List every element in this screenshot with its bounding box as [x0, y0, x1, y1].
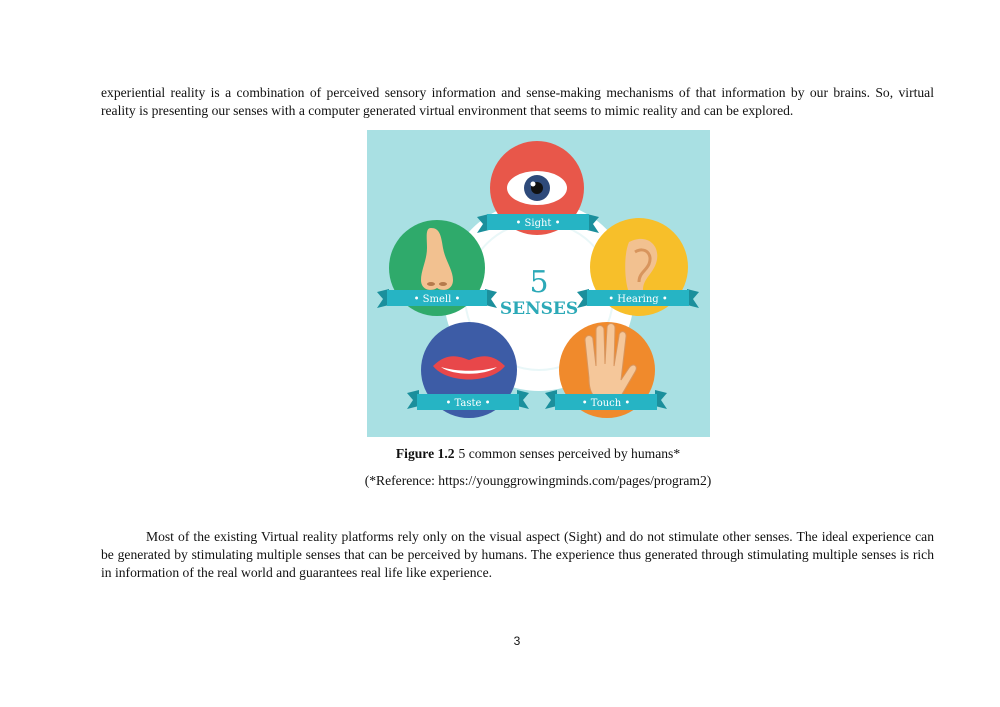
center-word: SENSES [499, 299, 579, 319]
page-number: 3 [513, 634, 521, 648]
figure-reference: (*Reference: https://younggrowingminds.com/pages/program2) [364, 473, 712, 488]
sight-label: • Sight • [515, 218, 561, 229]
center-number: 5 [529, 265, 549, 300]
touch-label: • Touch • [581, 398, 631, 409]
figure-number: Figure 1.2 [395, 446, 455, 461]
taste-label: • Taste • [445, 398, 491, 409]
smell-label: • Smell • [413, 294, 461, 305]
figure-caption [38, 446, 1000, 462]
hearing-label: • Hearing • [608, 294, 668, 305]
five-senses-figure [367, 130, 710, 437]
body-paragraph: Most of the existing Virtual reality platforms rely only on the visual aspect (Sight) and do not stimulate other senses. The ideal experience can be generated by stimulating multiple senses that can be perceived by humans. The experience thus generated through stimulating multiple senses is rich in information of the real world and guarantees real life like experience. [101, 529, 934, 580]
figure-caption-text: 5 common senses perceived by humans* [458, 446, 681, 461]
intro-paragraph: experiential reality is a combination of perceived sensory information and sense-making mechanisms of that information by our brains. So, virtual reality is presenting our senses with a computer generated virtual environment that seems to mimic reality and can be explored. [101, 85, 934, 118]
